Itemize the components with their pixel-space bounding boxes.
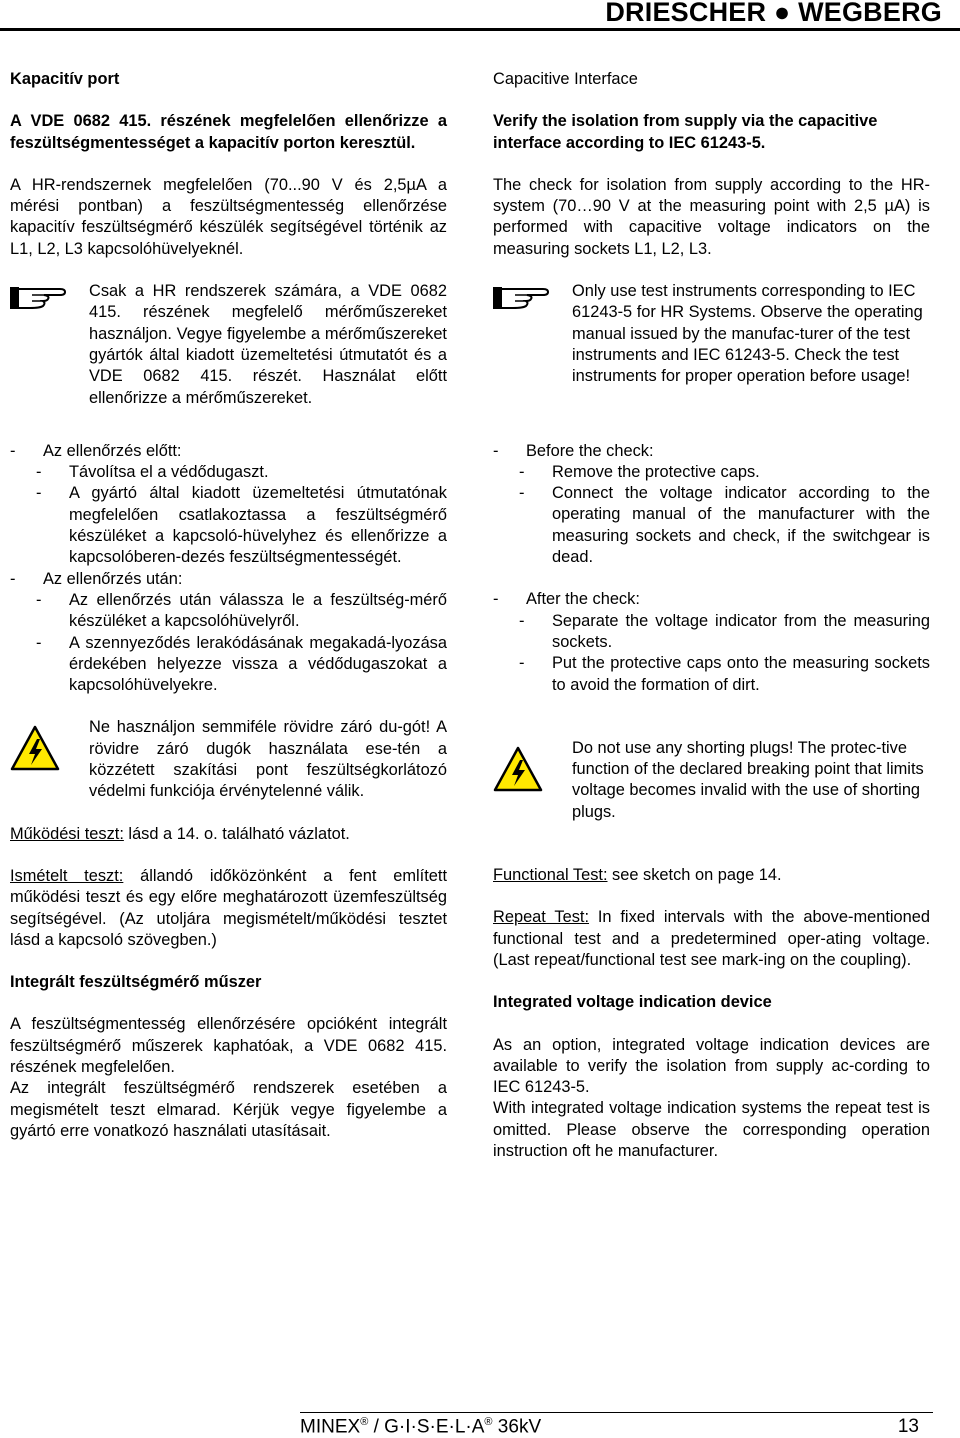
left-warning <box>10 717 447 802</box>
right-repeat-test <box>493 907 930 971</box>
right-column <box>493 66 930 1162</box>
footer-reg-mark-2: ® <box>484 1416 493 1428</box>
left-after-step-1: - Az ellenőrzés után válassza le a feszültség-mérő készüléket a kapcsolóhüvelyről. <box>36 590 447 633</box>
left-repeat-text: állandó időközönként a fent említett működési teszt és egy előre meghatározott üzemfeszültség segítségével. (Az utoljára megismételt/működési tesztet lásd a kapcsoló szövegben.) <box>10 866 448 949</box>
left-repeat-label: Ismételt teszt: <box>10 866 124 885</box>
right-note-text: Only use test instruments corresponding to IEC 61243-5 for HR Systems. Observe the operating manual issued by the manufac-turer of the test instruments and IEC 61243-5. Check the test instruments for proper operation before usage! <box>572 282 923 386</box>
left-procedure-list <box>10 441 447 697</box>
footer-minex: MINEX <box>300 1416 361 1438</box>
page-number: 13 <box>897 1416 919 1437</box>
right-after-label: After the check: <box>526 590 640 609</box>
footer-model: 36kV <box>492 1416 542 1438</box>
right-procedure-list <box>493 441 930 696</box>
left-note-text: Csak a HR rendszerek számára, a VDE 0682 415. részének megfelelő mérőműszereket használjon. Vegye figyelembe a mérőműszereket gyártók által kiadott üzemeltetési útmutatót és a VDE 0682 415. részét. Használat előtt ellenőrizze a mérőműszereket. <box>89 282 447 407</box>
footer-gisela: / G·I·S·E·L·A <box>368 1416 485 1438</box>
left-para1: A HR-rendszernek megfelelően (70...90 V és 2,5µA a mérési pontban) a feszültségmentesség ellenőrzése kapacitív feszültségmérő készülék segítségével történik az L1, L2, L3 kapcsolóhüvelyeknél. <box>10 175 447 258</box>
right-title: Capacitive Interface <box>493 70 638 88</box>
high-voltage-warning-icon <box>10 717 89 776</box>
left-functional-label: Működési teszt: <box>10 824 124 843</box>
right-intro: Verify the isolation from supply via the capacitive interface according to IEC 61243-5. <box>493 112 878 152</box>
left-intro: A VDE 0682 415. részének megfelelően ellenőrizze a feszültségmentességet a kapacitív porton keresztül. <box>10 112 447 152</box>
left-integrated-1: A feszültségmentesség ellenőrzésére opcióként integrált feszültségmérő műszerek kaphatóak, a VDE 0682 415. részének megfelelően. <box>10 1015 447 1076</box>
right-before-step-2: - Connect the voltage indicator according to the operating manual of the manufacturer with the measuring sockets and check, if the switchgear is dead. <box>519 483 930 568</box>
right-repeat-text: In fixed intervals with the above-mentioned functional test and a predetermined oper-ating voltage. (Last repeat/functional test see mark-ing on the coupling). <box>493 908 930 969</box>
left-title: Kapacitív port <box>10 70 120 88</box>
right-after-step-2: - Put the protective caps onto the measuring sockets to avoid the formation of dirt. <box>519 653 930 696</box>
right-repeat-label: Repeat Test: <box>493 908 590 927</box>
left-note <box>10 281 447 409</box>
right-after-step-1: - Separate the voltage indicator from the measuring sockets. <box>519 611 930 654</box>
footer-reg-mark: ® <box>360 1416 369 1428</box>
right-before-step-1: - Remove the protective caps. <box>519 462 930 483</box>
left-integrated-2: Az integrált feszültségmérő rendszerek esetében a megismételt teszt elmarad. Kérjük vegye figyelembe a gyártó erre vonatkozó használati utasításait. <box>10 1079 447 1140</box>
left-functional-test <box>10 824 447 845</box>
right-integrated-title: Integrated voltage indication device <box>493 993 772 1012</box>
left-functional-text: lásd a 14. o. található vázlatot. <box>123 824 350 843</box>
right-integrated-2: With integrated voltage indication systems the repeat test is omitted. Please observe the corresponding operation instruction oft he manufacturer. <box>493 1099 930 1160</box>
right-functional-text: see sketch on page 14. <box>607 866 782 885</box>
footer-rule <box>300 1412 933 1413</box>
right-warning-text: Do not use any shorting plugs! The protec-tive function of the declared breaking point that limits voltage becomes invalid with the use of shorting plugs. <box>572 738 924 821</box>
right-warning <box>493 738 930 823</box>
header-rule <box>0 28 960 31</box>
high-voltage-warning-icon <box>493 738 572 797</box>
pointing-hand-icon <box>10 281 89 316</box>
right-note <box>493 281 930 387</box>
footer-product <box>300 1416 541 1438</box>
left-repeat-test <box>10 866 447 951</box>
left-after-step-2: - A szennyeződés lerakódásának megakadá-lyozása érdekében helyezze vissza a védődugaszokat a kapcsolóhüvelyekre. <box>36 633 447 697</box>
left-warning-text: Ne használjon semmiféle rövidre záró du-gót! A rövidre záró dugók használata ese-tén a közzétett szakítási pont feszültségkorlátozó védelmi funkciója érvénytelenné válik. <box>89 718 447 801</box>
right-functional-test <box>493 865 930 886</box>
left-before-step-1: - Távolítsa el a védődugaszt. <box>36 462 447 483</box>
right-para1: The check for isolation from supply according to the HR-system (70…90 V at the measuring point with 2,5 µA) is performed with capacitive voltage indicators on the measuring sockets L1, L2, L3. <box>493 175 930 258</box>
pointing-hand-icon <box>493 281 572 316</box>
right-functional-label: Functional Test: <box>493 866 608 885</box>
right-integrated-1: As an option, integrated voltage indication devices are available to verify the isolation from supply ac-cording to IEC 61243-5. <box>493 1035 930 1097</box>
left-after-label: Az ellenőrzés után: <box>43 569 183 588</box>
left-before-label: Az ellenőrzés előtt: <box>43 441 182 460</box>
left-before-step-2: - A gyártó által kiadott üzemeltetési útmutatónak megfelelően csatlakoztassa a feszültségmérő készüléket a kapcsoló-hüvelyhez és ellenőrizze a kapcsolóberen-dezés feszültségmentességét. <box>36 483 447 568</box>
brand-header: DRIESCHER ● WEGBERG <box>605 0 942 27</box>
left-column <box>10 66 447 1142</box>
right-before-label: Before the check: <box>526 441 654 460</box>
left-integrated-title: Integrált feszültségmérő műszer <box>10 973 262 992</box>
